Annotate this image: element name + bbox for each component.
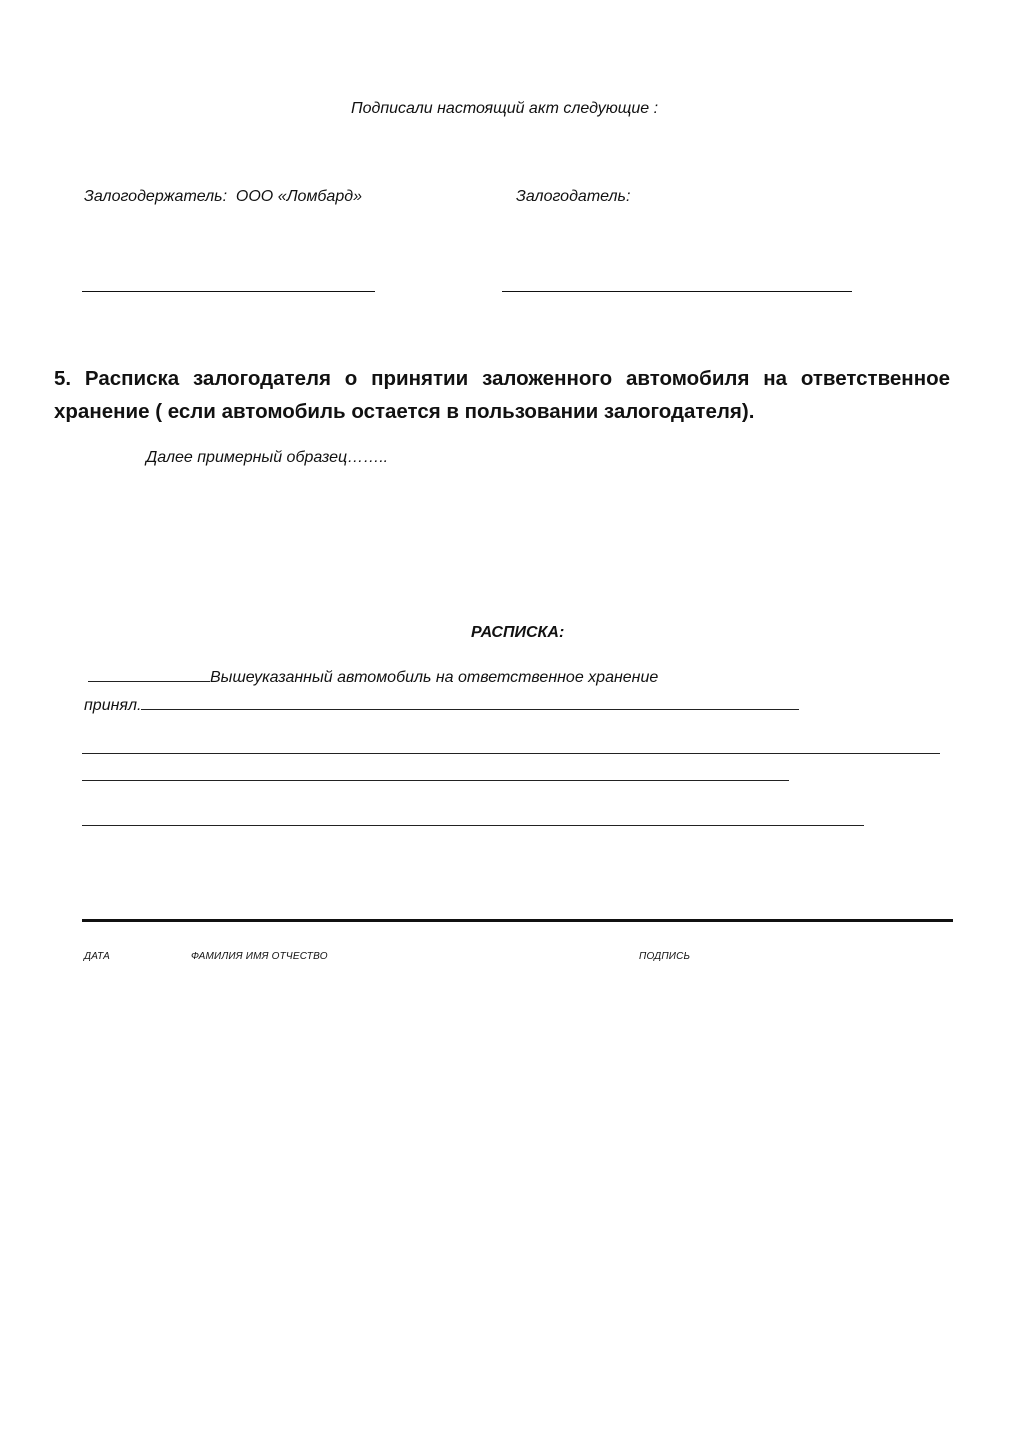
caption-full-name: ФАМИЛИЯ ИМЯ ОТЧЕСТВО <box>191 951 328 962</box>
receipt-line-2-text: принял. <box>84 697 142 714</box>
pledgee-block <box>84 188 362 206</box>
fill-line-3 <box>82 825 864 826</box>
pledgor-label: Залогодатель: <box>516 188 631 205</box>
fill-line-1 <box>82 753 940 754</box>
pledgor-signature-line <box>502 291 852 292</box>
receipt-name-blank <box>88 667 210 682</box>
caption-signature: ПОДПИСЬ <box>639 951 691 962</box>
pledgee-signature-line <box>82 291 375 292</box>
signature-rule <box>82 919 953 922</box>
pledgee-company: ООО «Ломбард» <box>235 188 362 205</box>
signed-intro: Подписали настоящий акт следующие : <box>351 100 659 117</box>
receipt-line-2 <box>84 695 799 715</box>
section-5-heading: 5. Расписка залогодателя о принятии заложенного автомобиля на ответственное хранение ( если автомобиль остается в пользовании залогодателя). <box>54 367 950 423</box>
receipt-accepted-blank <box>141 695 799 710</box>
receipt-title: РАСПИСКА: <box>471 624 565 641</box>
pledgee-label: Залогодержатель: <box>84 188 228 205</box>
sample-note: Далее примерный образец…….. <box>146 449 389 466</box>
caption-date: ДАТА <box>84 951 110 962</box>
receipt-line-1-text: Вышеуказанный автомобиль на ответственное хранение <box>210 669 659 686</box>
fill-line-2 <box>82 780 789 781</box>
receipt-line-1 <box>88 667 658 687</box>
